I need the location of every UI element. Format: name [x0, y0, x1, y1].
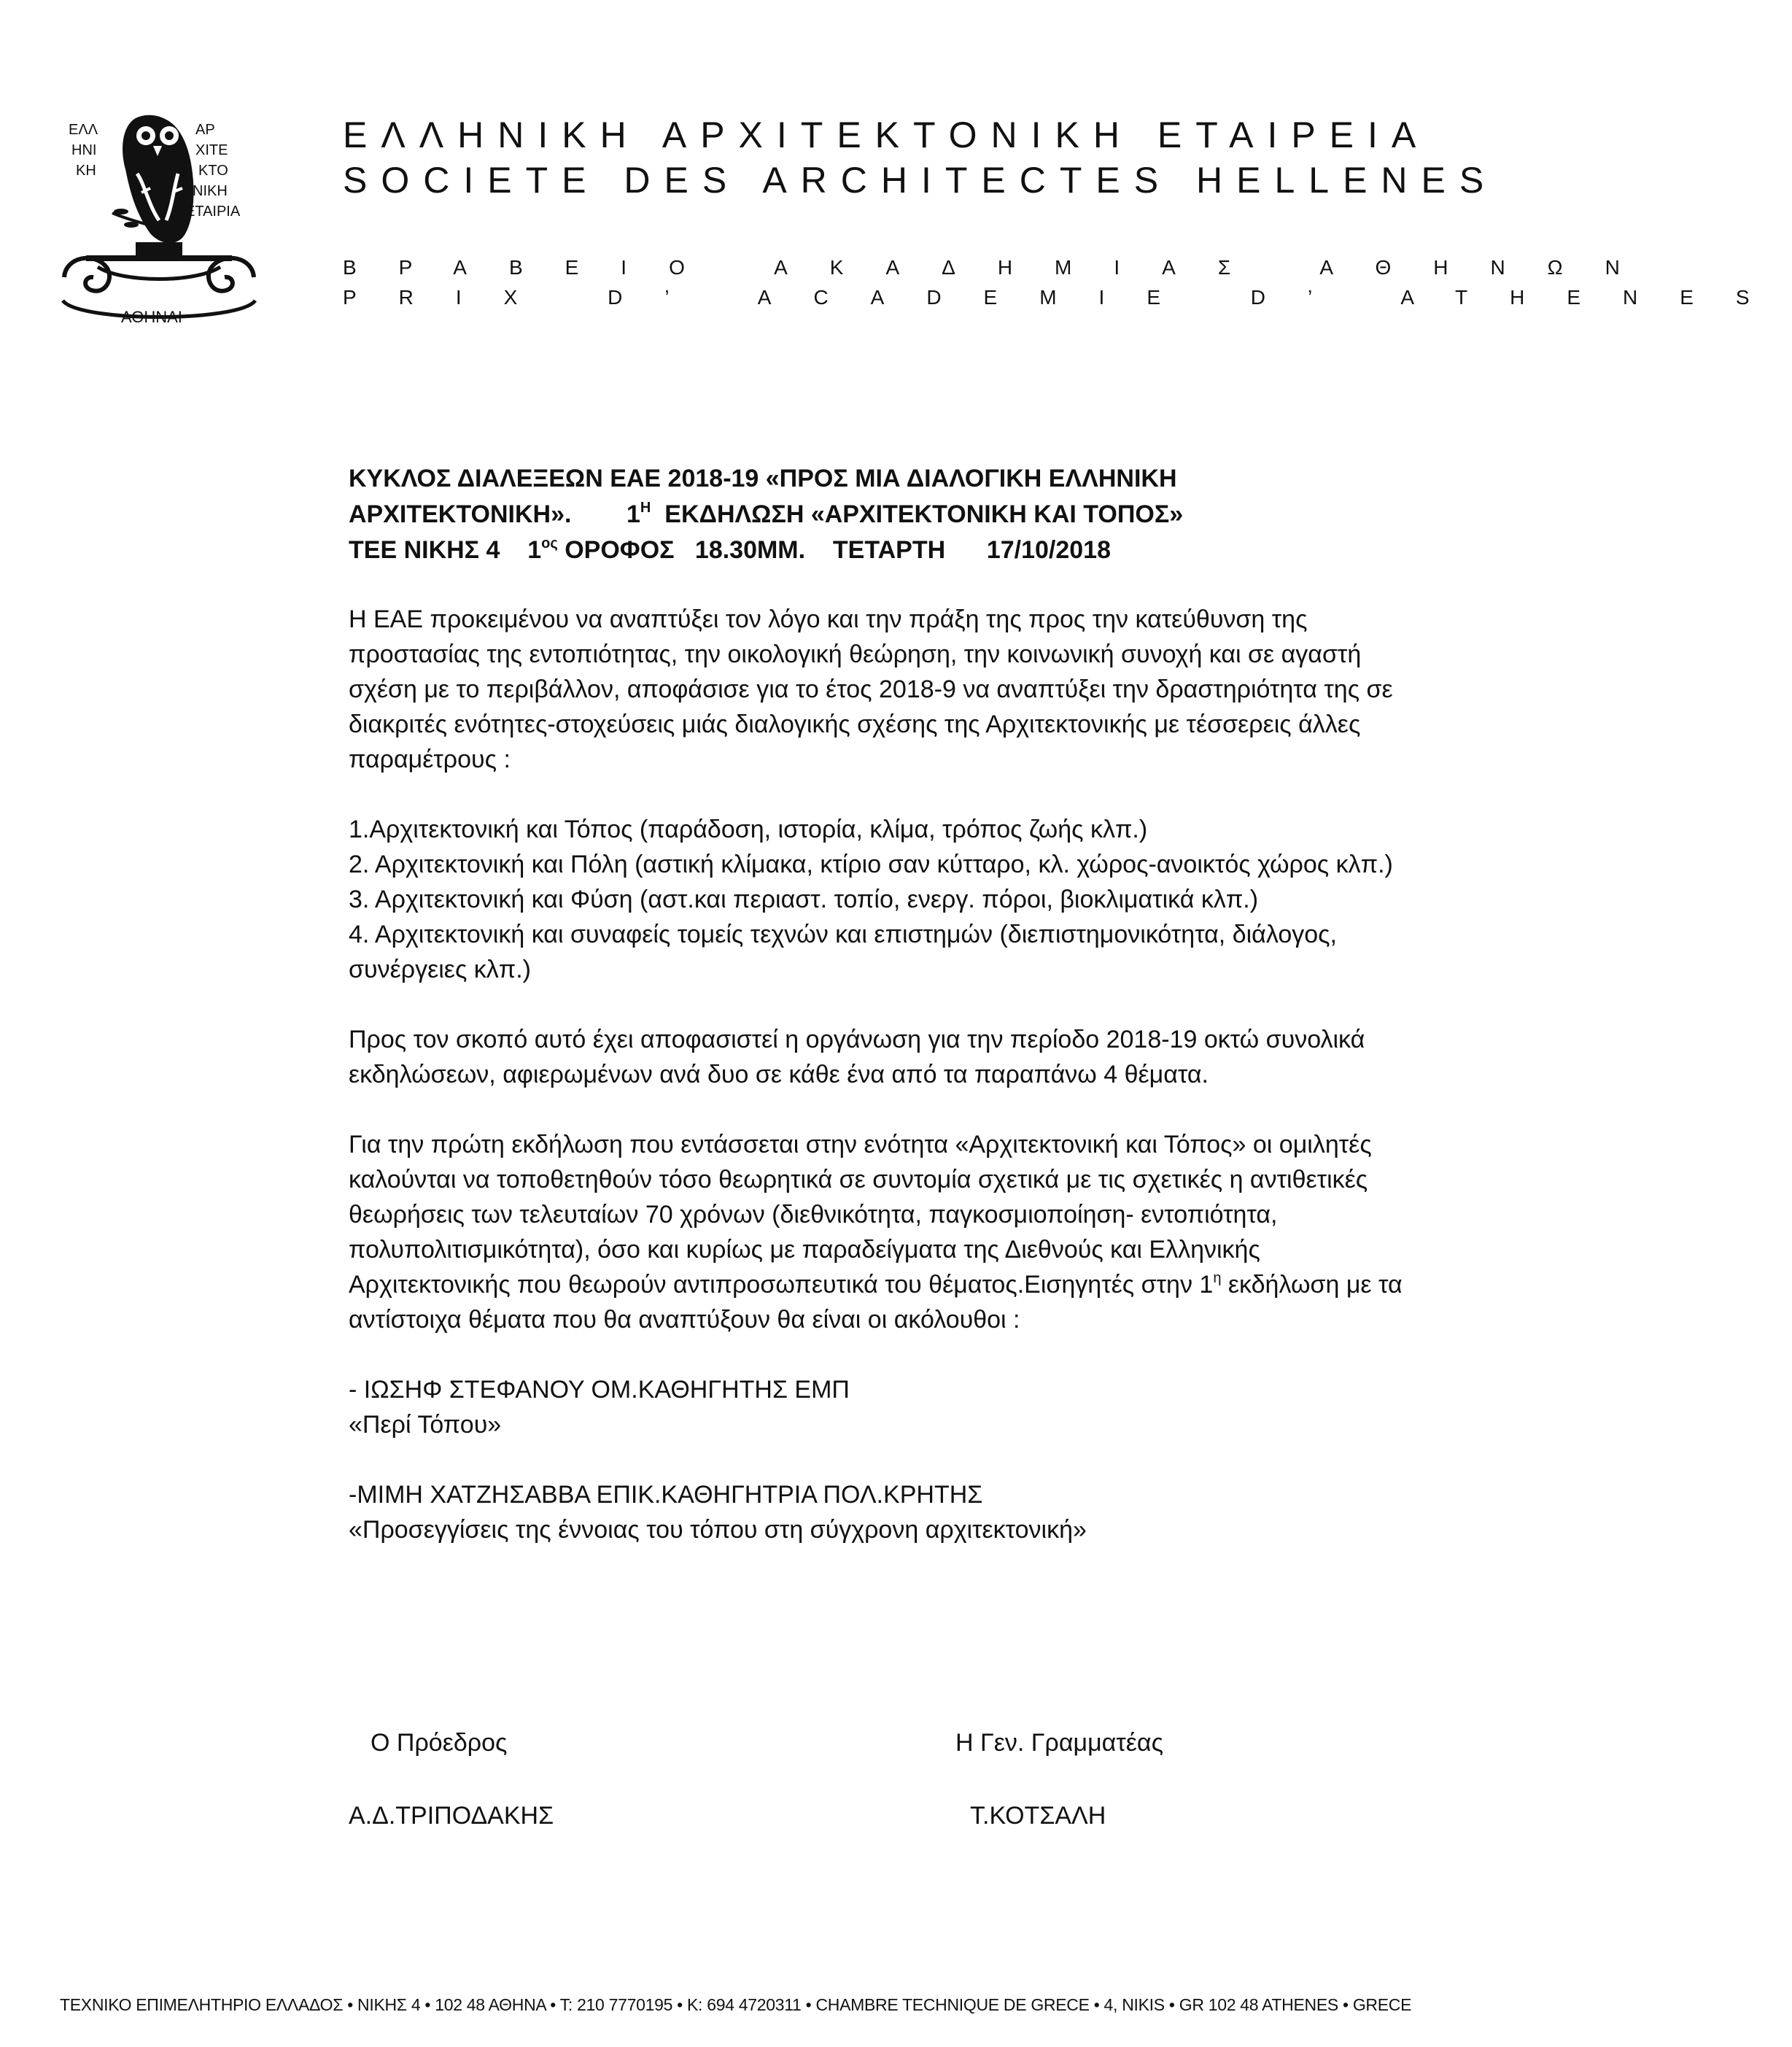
- secretary-role: Η Γεν. Γραμματέας: [955, 1729, 1163, 1757]
- purpose-paragraph: Προς τον σκοπό αυτό έχει αποφασιστεί η οργάνωση για την περίοδο 2018-19 οκτώ συνολικά εκδηλώσεων, αφιερωμένων ανά δυο σε κάθε ένα από τα παραπάνω 4 θέματα.: [349, 1026, 1365, 1088]
- announcement-heading: [349, 461, 1413, 568]
- president-name: Α.Δ.ΤΡΙΠΟΔΑΚΗΣ: [349, 1802, 554, 1830]
- logo-text-right-2: ΧΙΤΕ: [195, 142, 228, 158]
- topic-item-2: 2. Αρχιτεκτονική και Πόλη (αστική κλίμακα, κτίριο σαν κύτταρο, κλ. χώρος-ανοικτός χώρος κλπ.): [349, 851, 1393, 878]
- president-role: Ο Πρόεδρος: [371, 1729, 508, 1757]
- speaker-1-topic: «Περί Τόπου»: [349, 1411, 502, 1439]
- logo-text-left-1: ΕΛΛ: [69, 122, 98, 138]
- heading-series-end: ΑΡΧΙΤΕΚΤΟΝΙΚΗ».: [349, 500, 572, 528]
- event-date: 17/10/2018: [986, 536, 1111, 564]
- heading-line-1: ΚΥΚΛΟΣ ΔΙΑΛΕΞΕΩΝ ΕΑΕ 2018-19 «ΠΡΟΣ ΜΙΑ ΔΙΑΛΟΓΙΚΗ ΕΛΛΗΝΙΚΗ: [349, 465, 1177, 492]
- event-floor-suffix: ος: [541, 535, 558, 552]
- logo-text-right-4: ΝΙΚΗ: [193, 183, 228, 199]
- speaker-2-topic: «Προσεγγίσεις της έννοιας του τόπου στη σύγχρονη αρχιτεκτονική»: [349, 1516, 1087, 1544]
- society-name-french: SOCIETE DES ARCHITECTES HELLENES: [343, 160, 1498, 201]
- event-floor-number: 1: [527, 536, 542, 564]
- heading-line-3: [349, 533, 1413, 568]
- event-floor-label: ΟΡΟΦΟΣ: [565, 536, 675, 564]
- topic-item-4: 4. Αρχιτεκτονική και συναφείς τομείς τεχνών και επιστημών (διεπιστημονικότητα, διάλογος, συνέργειες κλπ.): [349, 921, 1337, 983]
- event-title: ΕΚΔΗΛΩΣΗ «ΑΡΧΙΤΕΚΤΟΝΙΚΗ ΚΑΙ ΤΟΠΟΣ»: [664, 500, 1184, 528]
- speaker-2-name: -ΜΙΜΗ ΧΑΤΖΗΣΑΒΒΑ ΕΠΙΚ.ΚΑΘΗΓΗΤΡΙΑ ΠΟΛ.ΚΡΗΤΗΣ: [349, 1481, 983, 1509]
- logo-text-left-2: ΗΝΙ: [71, 142, 97, 158]
- first-event-text-b: εκδήλωση με τα αντίστοιχα θέματα που θα αναπτύξουν θα είναι οι ακόλουθοι :: [349, 1271, 1403, 1334]
- logo-text-bottom: ΑΘΗΝΑΙ: [121, 308, 182, 326]
- speaker-1-name: - ΙΩΣΗΦ ΣΤΕΦΑΝΟΥ ΟΜ.ΚΑΘΗΓΗΤΗΣ ΕΜΠ: [349, 1376, 850, 1404]
- heading-line-2: [349, 497, 1413, 533]
- event-time: 18.30ΜΜ.: [694, 536, 806, 564]
- topic-item-3: 3. Αρχιτεκτονική και Φύση (αστ.και περιαστ. τοπίο, ενεργ. πόροι, βιοκλιματικά κλπ.): [349, 886, 1259, 913]
- document-body: [349, 461, 1413, 1547]
- logo-text-right-1: ΑΡ: [195, 122, 215, 138]
- footer-address: ΤΕΧΝΙΚΟ ΕΠΙΜΕΛΗΤΗΡΙΟ ΕΛΛΑΔΟΣ • ΝΙΚΗΣ 4 • 102 48 ΑΘΗΝΑ • Τ: 210 7770195 • Κ: 694 4720311 • CHAMBRE TECHNIQUE DE GRECE • 4, NIKIS • GR 102 48 ATHENES • GRECE: [60, 1995, 1412, 2014]
- intro-paragraph: Η ΕΑΕ προκειμένου να αναπτύξει τον λόγο και την πράξη της προς την κατεύθυνση της προστασίας της εντοπιότητας, την οικολογική θεώρηση, την κοινωνική συνοχή και σε αγαστή σχέση με το περιβάλλον, αποφάσισε για το έτος 2018-9 να αναπτύξει την δραστηριότητα της σε διακριτές ενότητες-στοχεύσεις μιάς διαλογικής σχέσης της Αρχιτεκτονικής με τέσσερεις άλλες παραμέτρους :: [349, 605, 1393, 773]
- first-event-text-a: Για την πρώτη εκδήλωση που εντάσσεται στην ενότητα «Αρχιτεκτονική και Τόπος» οι ομιλητές καλούνται να τοποθετηθούν τόσο θεωρητικά σε συντομία σχετικά με τις σχετικές η αντιθετικές θεωρήσεις των τελευταίων 70 χρόνων (διεθνικότητα, παγκοσμιοποίηση- εντοπιότητα, πολυπολιτισμικότητα), όσο και κυρίως με παραδείγματα της Διεθνούς και Ελληνικής Αρχιτεκτονικής που θεωρούν αντιπροσωπευτικά του θέματος.Εισηγητές στην 1: [349, 1131, 1372, 1299]
- award-greek: ΒΡΑΒΕΙΟ ΑΚΑΔΗΜΙΑΣ ΑΘΗΝΩΝ: [343, 256, 1662, 279]
- topic-item-1: 1.Αρχιτεκτονική και Τόπος (παράδοση, ιστορία, κλίμα, τρόπος ζωής κλπ.): [349, 816, 1148, 843]
- logo-text-left-3: ΚΗ: [76, 163, 96, 179]
- logo-text-right-3: ΚΤΟ: [198, 163, 228, 179]
- event-number: 1: [627, 500, 640, 528]
- logo-text-right-5: ΕΤΑΙΡΙΑ: [185, 204, 241, 220]
- owl-column-emblem: [50, 104, 268, 344]
- award-french: PRIX D’ ACADEMIE D’ ATHENES: [343, 286, 1792, 309]
- first-event-paragraph: [349, 1127, 1413, 1337]
- event-number-suffix: Η: [640, 500, 651, 516]
- event-day: ΤΕΤΑΡΤΗ: [832, 536, 946, 564]
- society-logo: [50, 104, 268, 344]
- body-text: [349, 602, 1413, 1547]
- event-venue: ΤΕΕ ΝΙΚΗΣ 4: [349, 536, 500, 564]
- secretary-name: Τ.ΚΟΤΣΑΛΗ: [970, 1802, 1106, 1830]
- first-event-sup: η: [1213, 1270, 1222, 1286]
- society-name-greek: ΕΛΛΗΝΙΚΗ ΑΡΧΙΤΕΚΤΟΝΙΚΗ ΕΤΑΙΡΕΙΑ: [343, 115, 1430, 155]
